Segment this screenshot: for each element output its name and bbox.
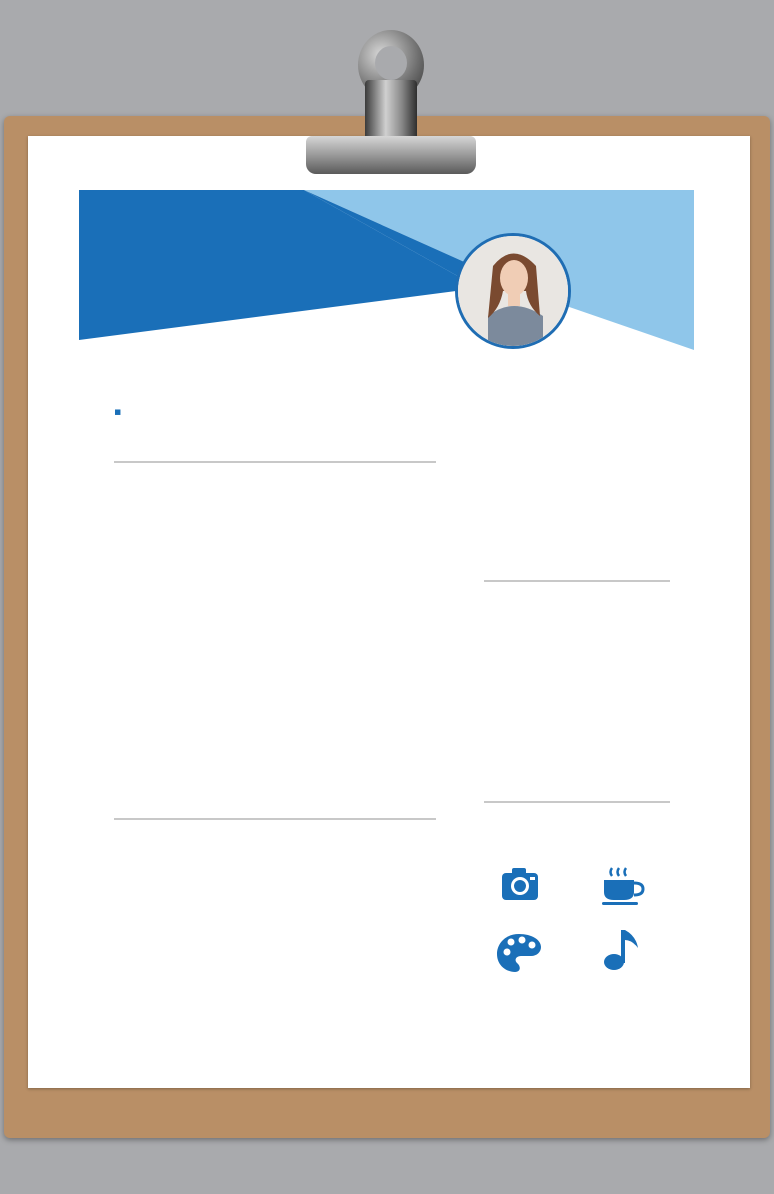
header-banner	[79, 190, 694, 350]
camera-icon	[500, 866, 540, 902]
divider	[484, 801, 670, 803]
divider	[114, 818, 436, 820]
divider	[114, 461, 436, 463]
coffee-icon	[600, 866, 646, 908]
portrait-image	[458, 236, 568, 346]
binder-clip-handle	[365, 80, 417, 142]
course-bullet-icon: ▪	[114, 405, 122, 418]
palette-icon	[495, 932, 543, 974]
music-note-icon	[602, 926, 642, 972]
divider	[484, 580, 670, 582]
binder-clip-base	[306, 136, 476, 174]
profile-photo	[455, 233, 571, 349]
